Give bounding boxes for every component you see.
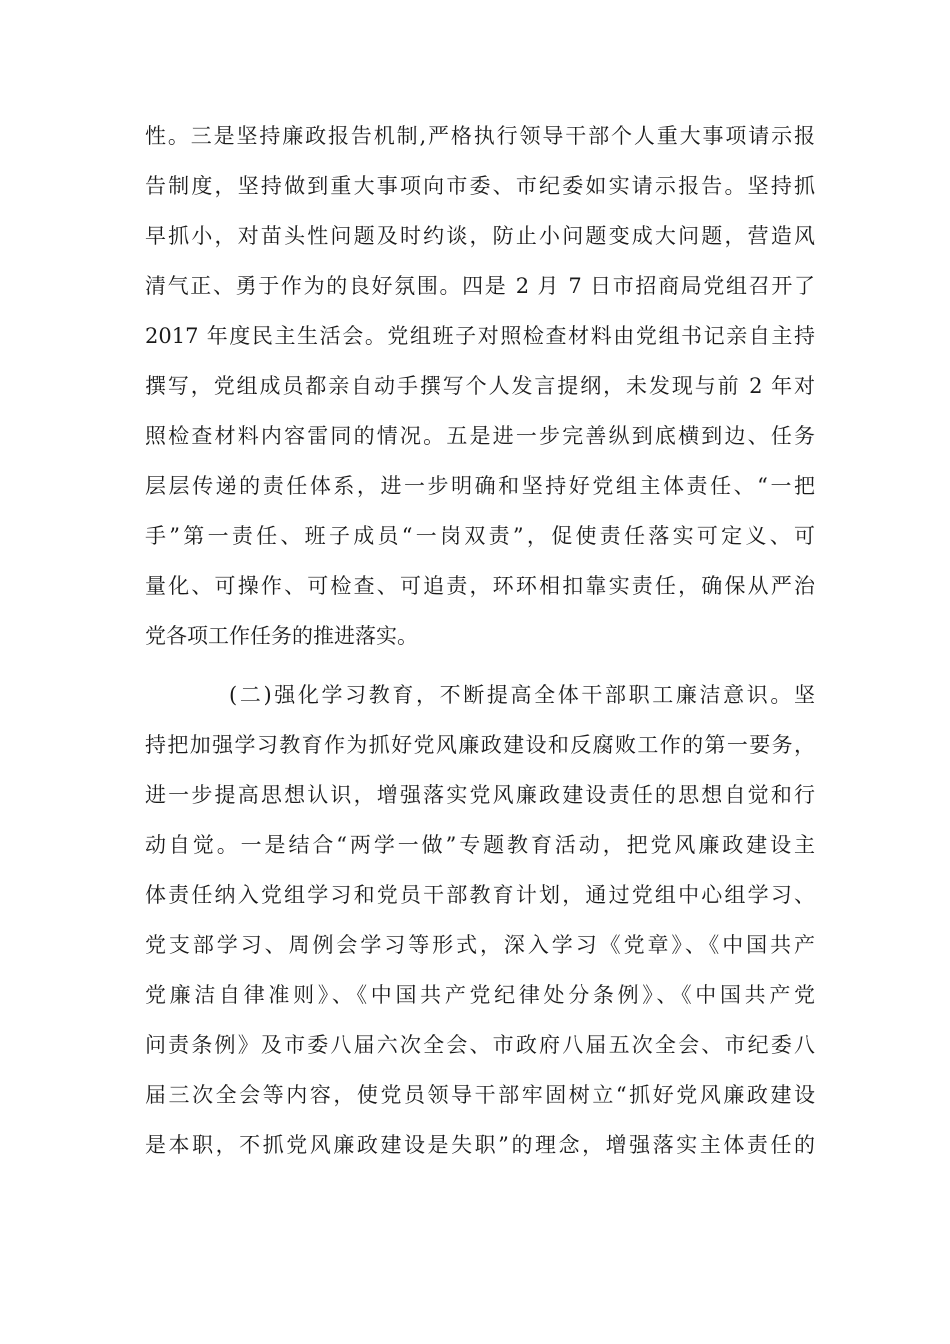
- text-line: 手”第一责任、班子成员“一岗双责”，促使责任落实可定义、可: [145, 524, 815, 548]
- text-line: 持把加强学习教育作为抓好党风廉政建设和反腐败工作的第一要务，: [145, 733, 815, 757]
- text-line: 清气正、勇于作为的良好氛围。四是 2 月 7 日市招商局党组召开了: [145, 274, 815, 298]
- text-line: 层层传递的责任体系，进一步明确和坚持好党组主体责任、“一把: [145, 474, 815, 498]
- text-line: 动自觉。一是结合“两学一做”专题教育活动，把党风廉政建设主: [145, 833, 815, 857]
- text-line: 进一步提高思想认识，增强落实党风廉政建设责任的思想自觉和行: [145, 783, 815, 807]
- text-line: 撰写，党组成员都亲自动手撰写个人发言提纲，未发现与前 2 年对: [145, 374, 815, 398]
- text-line: 是本职，不抓党风廉政建设是失职”的理念，增强落实主体责任的: [145, 1133, 815, 1157]
- text-line: 党廉洁自律准则》、《中国共产党纪律处分条例》、《中国共产党: [145, 983, 815, 1007]
- text-line: 届三次全会等内容，使党员领导干部牢固树立“抓好党风廉政建设: [145, 1083, 815, 1107]
- text-line: 早抓小，对苗头性问题及时约谈，防止小问题变成大问题，营造风: [145, 224, 815, 248]
- text-line: 照检查材料内容雷同的情况。五是进一步完善纵到底横到边、任务: [145, 424, 815, 448]
- text-line: 体责任纳入党组学习和党员干部教育计划，通过党组中心组学习、: [145, 883, 815, 907]
- text-line: 问责条例》及市委八届六次全会、市政府八届五次全会、市纪委八: [145, 1033, 815, 1057]
- text-line: 党支部学习、周例会学习等形式，深入学习《党章》、《中国共产: [145, 933, 815, 957]
- text-line: 量化、可操作、可检查、可追责，环环相扣靠实责任，确保从严治: [145, 574, 815, 598]
- section-heading-line: (二)强化学习教育，不断提高全体干部职工廉洁意识。坚: [229, 683, 815, 707]
- text-line: 性。三是坚持廉政报告机制,严格执行领导干部个人重大事项请示报: [145, 124, 815, 148]
- paragraph-2: [145, 670, 815, 1170]
- text-line: 2017 年度民主生活会。党组班子对照检查材料由党组书记亲自主持: [145, 324, 815, 348]
- text-line: 告制度，坚持做到重大事项向市委、市纪委如实请示报告。坚持抓: [145, 174, 815, 198]
- text-line: 党各项工作任务的推进落实。: [145, 624, 418, 648]
- paragraph-1: [145, 111, 815, 661]
